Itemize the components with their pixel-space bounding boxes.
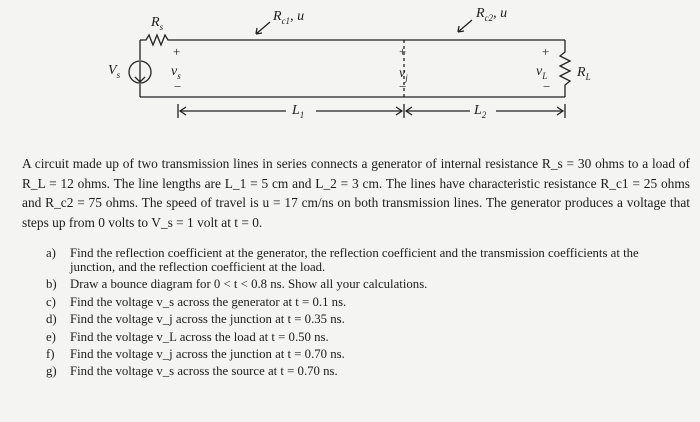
vl-label: $v_L$	[536, 64, 548, 81]
rc1-label: $R_{c1}$, u	[273, 9, 305, 26]
task-letter: d)	[46, 312, 57, 327]
circuit-diagram	[0, 0, 700, 150]
vs-plus-sign: +	[173, 44, 181, 59]
task-letter: f)	[46, 346, 55, 361]
vj-label: $v_j$	[399, 66, 408, 83]
rs-label: $R_s$	[151, 15, 164, 32]
task-letter: g)	[46, 364, 57, 379]
l1-label: $L_1$	[292, 103, 305, 120]
vl-plus-sign: +	[542, 44, 550, 59]
task-g	[46, 364, 686, 378]
task-text: Find the voltage v_L across the load at t = 0.50 ns.	[70, 329, 329, 344]
problem-statement: A circuit made up of two transmission lines in series connects a generator of internal resistance R_s = 30 ohms to a load of R_L = 12 ohms. The line lengths are L_1 = 5 cm and L_2 = 3 cm. The lines have characteristic resistance R_c1 = 25 ohms and R_c2 = 75 ohms. The speed of travel is u = 17 cm/ns on both transmission lines. The generator produces a voltage that steps up from 0 volts to V_s = 1 volt at t = 0.	[22, 156, 690, 230]
rc2-pointer-icon	[458, 20, 472, 32]
task-f	[46, 347, 686, 361]
task-c	[46, 295, 686, 309]
task-text: Draw a bounce diagram for 0 < t < 0.8 ns. Show all your calculations.	[70, 277, 428, 292]
task-letter: c)	[46, 294, 56, 309]
task-list	[46, 246, 686, 382]
task-text: Find the reflection coefficient at the generator, the reflection coefficient and the transmission coefficients at the junction, and the reflection coefficient at the load.	[70, 246, 639, 274]
vj-minus-sign: −	[399, 79, 407, 94]
vs-source-label: $V_s$	[108, 63, 121, 80]
task-a	[46, 246, 686, 274]
task-text: Find the voltage v_s across the generator at t = 0.1 ns.	[70, 294, 347, 309]
rc2-label: $R_{c2}$, u	[476, 6, 508, 23]
source-arrow-icon	[135, 62, 145, 82]
task-d	[46, 312, 686, 326]
task-text: Find the voltage v_j across the junction at t = 0.35 ns.	[70, 312, 345, 327]
vj-plus-sign: +	[399, 44, 407, 59]
rl-resistor-icon	[560, 40, 570, 97]
task-letter: a)	[46, 246, 56, 260]
vs-minus-sign: −	[174, 79, 182, 94]
task-text: Find the voltage v_j across the junction at t = 0.70 ns.	[70, 346, 345, 361]
task-e	[46, 330, 686, 344]
task-text: Find the voltage v_s across the source at t = 0.70 ns.	[70, 364, 338, 379]
vl-minus-sign: −	[543, 79, 551, 94]
task-b	[46, 277, 686, 291]
l2-label: $L_2$	[474, 103, 487, 120]
task-letter: b)	[46, 277, 57, 292]
rl-label: $R_L$	[577, 65, 591, 82]
vs-label: $v_s$	[171, 64, 181, 81]
task-letter: e)	[46, 329, 56, 344]
rc1-pointer-icon	[256, 22, 270, 34]
circuit-schematic	[0, 0, 700, 150]
